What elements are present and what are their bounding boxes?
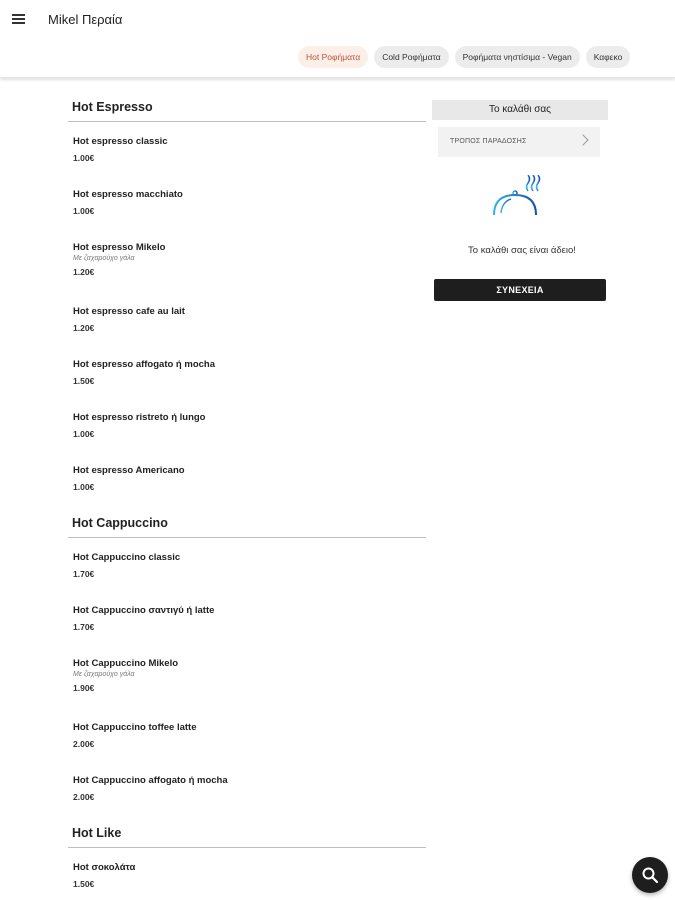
menu-item[interactable]	[73, 848, 426, 900]
food-cloche-icon	[484, 175, 550, 225]
category-tab[interactable]: Cold Ροφήματα	[374, 46, 448, 68]
menu-item[interactable]	[73, 398, 426, 451]
continue-button[interactable]: ΣΥΝΕΧΕΙΑ	[434, 279, 606, 301]
search-icon	[641, 866, 659, 884]
menu-item-price: 1.70€	[73, 622, 95, 632]
menu-list	[68, 96, 426, 900]
menu-item[interactable]	[73, 538, 426, 591]
menu-item[interactable]	[73, 761, 426, 814]
search-button[interactable]	[632, 857, 668, 893]
chevron-right-icon	[577, 134, 588, 145]
category-tab[interactable]: Hot Ροφήματα	[298, 46, 368, 68]
menu-item-price: 1.00€	[73, 206, 95, 216]
menu-item[interactable]	[73, 591, 426, 644]
menu-item[interactable]	[73, 708, 426, 761]
menu-item-name: Hot espresso Mikelo	[73, 242, 166, 253]
menu-item-name: Hot Cappuccino classic	[73, 552, 181, 563]
menu-item-name: Hot Cappuccino σαντιγύ ή latte	[73, 605, 215, 616]
menu-item[interactable]	[73, 122, 426, 175]
menu-item-description: Με ζαχαρούχο γάλα	[73, 255, 135, 262]
menu-item-name: Hot espresso cafe au lait	[73, 306, 185, 317]
category-tab[interactable]: Ροφήματα νηστίσιμα - Vegan	[455, 46, 580, 68]
menu-item[interactable]	[73, 345, 426, 398]
menu-item-price: 1.00€	[73, 482, 95, 492]
menu-item-name: Hot Cappuccino Mikelo	[73, 658, 179, 669]
store-title: Mikel Περαία	[48, 12, 123, 27]
menu-section	[68, 512, 426, 814]
menu-item-price: 1.70€	[73, 569, 95, 579]
menu-item-name: Hot espresso classic	[73, 136, 168, 147]
menu-item-price: 2.00€	[73, 739, 95, 749]
hamburger-menu-icon[interactable]	[8, 8, 30, 30]
menu-item-description: Με ζαχαρούχο γάλα	[73, 671, 135, 678]
menu-item-name: Hot Cappuccino toffee latte	[73, 722, 197, 733]
section-title: Hot Like	[68, 822, 426, 848]
menu-item[interactable]	[73, 644, 426, 708]
menu-item-price: 1.00€	[73, 429, 95, 439]
menu-item-price: 1.90€	[73, 683, 95, 693]
menu-item-name: Hot espresso affogato ή mocha	[73, 359, 215, 370]
menu-item-price: 2.00€	[73, 792, 95, 802]
menu-item-name: Hot espresso macchiato	[73, 189, 183, 200]
menu-section	[68, 822, 426, 900]
section-title: Hot Espresso	[68, 96, 426, 122]
cart-title: Το καλάθι σας	[432, 100, 608, 120]
menu-item-price: 1.20€	[73, 267, 95, 277]
menu-item-price: 1.20€	[73, 323, 95, 333]
menu-item-price: 1.50€	[73, 879, 95, 889]
menu-item-name: Hot espresso ristreto ή lungo	[73, 412, 206, 423]
delivery-method-label: ΤΡΟΠΟΣ ΠΑΡΑΔΟΣΗΣ	[450, 138, 527, 145]
menu-section	[68, 96, 426, 504]
delivery-method-selector[interactable]	[438, 127, 600, 157]
cart-empty-message: Το καλάθι σας είναι άδειο!	[468, 245, 576, 256]
menu-item-name: Hot espresso Americano	[73, 465, 185, 476]
menu-item[interactable]	[73, 292, 426, 345]
menu-item-price: 1.00€	[73, 153, 95, 163]
category-tab[interactable]: Καφεκο	[586, 46, 631, 68]
top-app-bar	[0, 0, 675, 78]
cart-panel	[432, 100, 608, 301]
menu-item[interactable]	[73, 451, 426, 504]
menu-item-name: Hot σοκολάτα	[73, 862, 136, 873]
menu-item-name: Hot Cappuccino affogato ή mocha	[73, 775, 228, 786]
menu-item[interactable]	[73, 175, 426, 228]
section-title: Hot Cappuccino	[68, 512, 426, 538]
menu-item-price: 1.50€	[73, 376, 95, 386]
menu-item[interactable]	[73, 228, 426, 292]
category-tabs	[298, 46, 675, 70]
